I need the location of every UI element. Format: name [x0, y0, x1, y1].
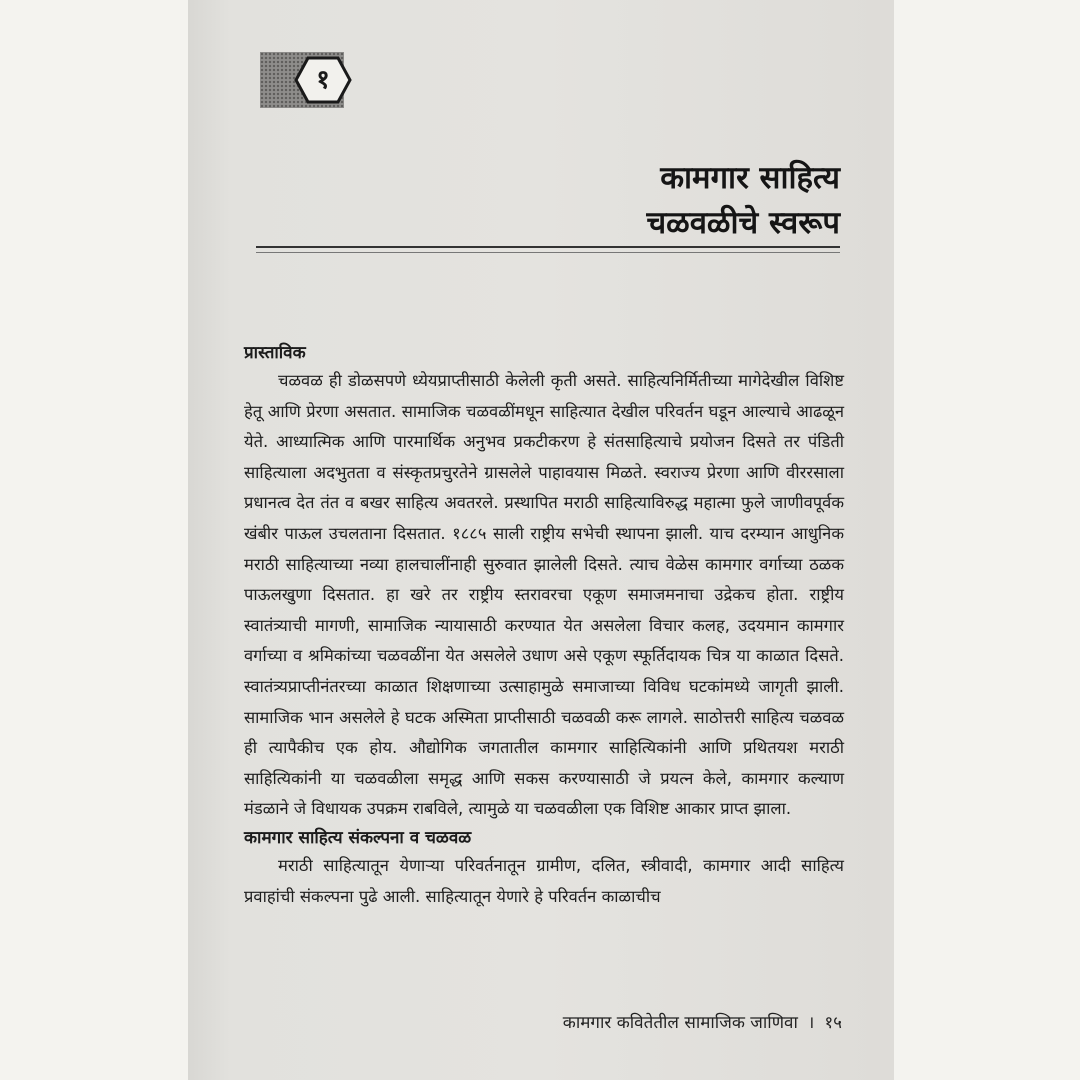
page-number: १५	[824, 1013, 842, 1033]
footer-book-title: कामगार कवितेतील सामाजिक जाणिवा	[562, 1013, 798, 1033]
chapter-number: १	[316, 65, 330, 95]
chapter-title-line1: कामगार साहित्य	[660, 160, 840, 196]
body-text	[244, 340, 844, 912]
section-heading-introduction: प्रास्ताविक	[244, 343, 306, 363]
chapter-title	[646, 156, 840, 246]
paragraph-concept: मराठी साहित्यातून येणाऱ्या परिवर्तनातून ग्रामीण, दलित, स्त्रीवादी, कामगार आदी साहित्य प्रवाहांची संकल्पना पुढे आली. साहित्यातून येणारे हे परिवर्तन काळाचीच	[244, 855, 844, 906]
title-divider-thin	[256, 252, 840, 253]
section-heading-concept: कामगार साहित्य संकल्पना व चळवळ	[244, 827, 472, 848]
book-page	[188, 0, 894, 1080]
page-footer	[563, 1010, 842, 1033]
chapter-title-line2: चळवळीचे स्वरूप	[646, 205, 840, 241]
paragraph-introduction: चळवळ ही डोळसपणे ध्येयप्राप्तीसाठी केलेली कृती असते. साहित्यनिर्मितीच्या मागेदेखील विशिष्ट हेतू आणि प्रेरणा असतात. सामाजिक चळवळींमधून साहित्यात देखील परिवर्तन घडून आल्याचे आढळून येते. आध्यात्मिक आणि पारमार्थिक अनुभव प्रकटीकरण हे संतसाहित्याचे प्रयोजन दिसते तर पंडिती साहित्याला अदभुतता व संस्कृतप्रचुरतेने ग्रासलेले पाहावयास मिळते. स्वराज्य प्रेरणा आणि वीररसाला प्रधानत्व देत तंत व बखर साहित्य अवतरले. प्रस्थापित मराठी साहित्याविरुद्ध महात्मा फुले जाणीवपूर्वक खंबीर पाऊल उचलताना दिसतात. १८८५ साली राष्ट्रीय सभेची स्थापना झाली. याच दरम्यान आधुनिक मराठी साहित्याच्या नव्या हालचालींनाही सुरुवात झालेली दिसते. त्याच वेळेस कामगार वर्गाच्या ठळक पाऊलखुणा दिसतात. हा खरे तर राष्ट्रीय स्तरावरचा एकूण समाजमनाचा उद्रेकच होता. राष्ट्रीय स्वातंत्र्याची मागणी, सामाजिक न्यायासाठी करण्यात येत असलेला विचार कलह, उदयमान कामगार वर्गाच्या व श्रमिकांच्या चळवळींना येत असलेले उधाण असे एकूण स्फूर्तिदायक चित्र या काळात दिसते. स्वातंत्र्यप्राप्तीनंतरच्या काळात शिक्षणाच्या उत्साहामुळे समाजाच्या विविध घटकांमध्ये जागृती झाली. सामाजिक भान असलेले हे घटक अस्मिता प्राप्तीसाठी चळवळी करू लागले. साठोत्तरी साहित्य चळवळ ही त्यापैकीच एक होय. औद्योगिक जगतातील कामगार साहित्यिकांनी आणि प्रथितयश मराठी साहित्यिकांनी या चळवळीला समृद्ध आणि सकस करण्यासाठी जे प्रयत्न केले, कामगार कल्याण मंडळाने जे विधायक उपक्रम राबविले, त्यामुळे या चळवळीला एक विशिष्ट आकार प्राप्त झाला.	[244, 371, 844, 819]
title-divider	[256, 246, 840, 248]
footer-separator: ।	[807, 1013, 815, 1033]
